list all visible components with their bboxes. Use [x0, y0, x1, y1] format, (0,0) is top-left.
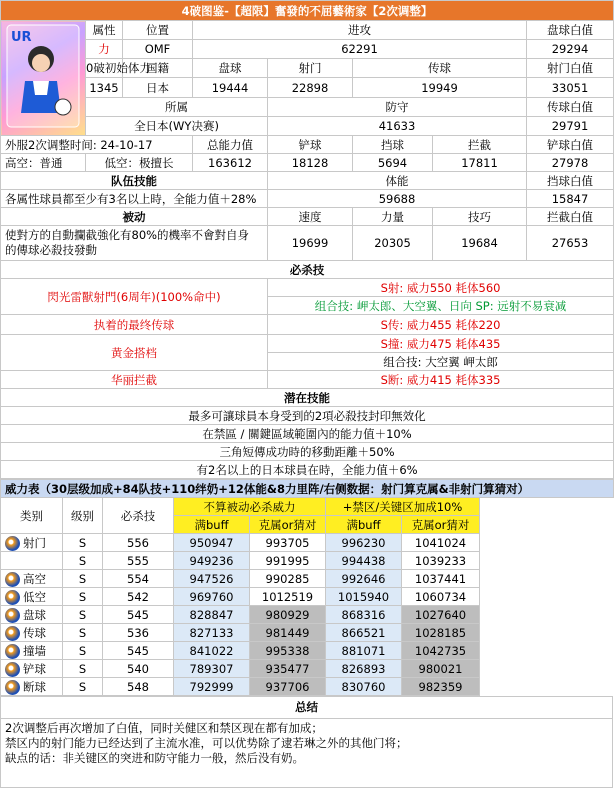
cell-text: 981449: [265, 625, 310, 640]
cell-text: 969760: [189, 589, 234, 604]
cell-v1: [174, 624, 250, 642]
block-white-value: 15847: [527, 190, 614, 208]
cell-text: 545: [127, 607, 149, 622]
sub-full-buff: 满buff: [174, 516, 250, 534]
cell-type: [1, 642, 63, 660]
tackle-label: 铲球: [268, 136, 353, 154]
latent-label: 潜在技能: [1, 389, 614, 407]
table-row: [1, 552, 614, 570]
passive-text: 使對方的自動攔截強化有80%的機率不會對自身 的傳球必殺技發動: [1, 226, 268, 261]
cell-text: 传球: [23, 625, 46, 640]
ball-icon: [5, 680, 20, 695]
cell-text: S: [78, 661, 87, 676]
cell-v3: [326, 660, 402, 678]
cell-text: 830760: [341, 679, 386, 694]
attack-label: 进攻: [193, 21, 527, 40]
cell-skill: [103, 678, 174, 696]
cell-level: [63, 660, 103, 678]
special-combo: 组合技: 岬太郎、大空翼、日向 SP: 远射不易衰减: [268, 297, 614, 315]
cell-v3: [326, 624, 402, 642]
ball-icon: [5, 662, 20, 677]
cell-text: 540: [127, 661, 149, 676]
cell-v1: [174, 588, 250, 606]
shoot-value: 22898: [268, 78, 353, 97]
spacer: [480, 570, 614, 588]
table-row: [1, 534, 614, 552]
summary-label: 总结: [1, 697, 613, 719]
summary-text: [1, 719, 613, 788]
high-ball: 高空：普通: [1, 154, 86, 172]
power-label: 力量: [353, 208, 433, 226]
cell-text: 982359: [418, 679, 463, 694]
spacer: [480, 642, 614, 660]
defense-label: 防守: [268, 97, 527, 116]
cell-v2: [250, 552, 326, 570]
col-level: 级别: [63, 498, 103, 534]
cell-skill: [103, 660, 174, 678]
intercept-white-label: 拦截白值: [527, 208, 614, 226]
player-portrait-icon: [1, 21, 86, 136]
special-name: 执着的最终传球: [1, 315, 268, 335]
cell-text: 1042735: [414, 643, 467, 658]
cell-v4: [402, 606, 480, 624]
cell-text: 868316: [341, 607, 386, 622]
cell-text: 1039233: [414, 553, 467, 568]
ball-icon: [5, 572, 20, 587]
cell-text: S: [78, 643, 87, 658]
cell-v3: [326, 642, 402, 660]
cell-level: [63, 588, 103, 606]
cell-type: [1, 678, 63, 696]
cell-v1: [174, 660, 250, 678]
shoot-white-value: 33051: [527, 78, 614, 97]
table-row: [1, 606, 614, 624]
table-row: [1, 660, 614, 678]
summary-line: 2次调整后再次增加了白值，同时关健区和禁区现在都有加成；: [5, 721, 323, 735]
special-combo: 组合技: 大空翼 岬太郎: [268, 353, 614, 371]
cell-type: [1, 624, 63, 642]
cell-text: 铲球: [23, 661, 46, 676]
cell-text: 980929: [265, 607, 310, 622]
cell-v2: [250, 588, 326, 606]
tackle-white-value: 27978: [527, 154, 614, 172]
shoot-white-label: 射门白值: [527, 59, 614, 78]
cell-text: 947526: [189, 571, 234, 586]
cell-text: S: [78, 571, 87, 586]
cell-v2: [250, 606, 326, 624]
cell-v1: [174, 534, 250, 552]
cell-v3: [326, 606, 402, 624]
stamina-value: 1345: [86, 78, 123, 97]
release-date: 外服2次调整时间: 24-10-17: [1, 136, 193, 154]
sub-guess: 克属or猜对: [402, 516, 480, 534]
cell-text: 992646: [341, 571, 386, 586]
total-label: 总能力值: [193, 136, 268, 154]
cell-v3: [326, 570, 402, 588]
special-name: 华丽拦截: [1, 371, 268, 389]
cell-skill: [103, 588, 174, 606]
cell-text: 1041024: [414, 535, 467, 550]
cell-text: 536: [127, 625, 149, 640]
cell-v4: [402, 588, 480, 606]
dribble-label: 盘球: [193, 59, 268, 78]
cell-v1: [174, 570, 250, 588]
attr-value: 力: [86, 40, 123, 59]
cell-v4: [402, 534, 480, 552]
spacer: [480, 624, 614, 642]
special-label: 必杀技: [1, 261, 614, 279]
attack-value: 62291: [193, 40, 527, 59]
ball-icon: [5, 608, 20, 623]
cell-text: 548: [127, 679, 149, 694]
cell-type: [1, 552, 63, 570]
cell-skill: [103, 552, 174, 570]
summary: [0, 696, 613, 788]
cell-text: 866521: [341, 625, 386, 640]
cell-v2: [250, 660, 326, 678]
cell-level: [63, 534, 103, 552]
hp-value: 59688: [268, 190, 527, 208]
cell-text: 1012519: [261, 589, 314, 604]
pass-white-label: 传球白值: [527, 97, 614, 116]
power-value: 20305: [353, 226, 433, 261]
table-row: [1, 570, 614, 588]
hp-label: 体能: [268, 172, 527, 190]
ball-icon: [5, 536, 20, 551]
cell-text: 556: [127, 535, 149, 550]
cell-level: [63, 678, 103, 696]
cell-v4: [402, 678, 480, 696]
power-rows: [1, 534, 614, 696]
position-value: OMF: [123, 40, 193, 59]
cell-skill: [103, 606, 174, 624]
tackle-white-label: 铲球白值: [527, 136, 614, 154]
cell-text: 792999: [189, 679, 234, 694]
cell-text: S: [78, 535, 87, 550]
cell-text: 937706: [265, 679, 310, 694]
col-skill: 必杀技: [103, 498, 174, 534]
cell-level: [63, 606, 103, 624]
cell-v1: [174, 606, 250, 624]
team-label: 所属: [86, 97, 268, 116]
cell-text: 827133: [189, 625, 234, 640]
speed-label: 速度: [268, 208, 353, 226]
cell-text: 980021: [418, 661, 463, 676]
intercept-white-value: 27653: [527, 226, 614, 261]
pass-label: 传球: [353, 59, 527, 78]
cell-text: 950947: [189, 535, 234, 550]
cell-v2: [250, 624, 326, 642]
cell-type: [1, 570, 63, 588]
speed-value: 19699: [268, 226, 353, 261]
cell-text: 996230: [341, 535, 386, 550]
cell-text: 935477: [265, 661, 310, 676]
cell-text: 554: [127, 571, 149, 586]
cell-type: [1, 660, 63, 678]
spacer: [480, 678, 614, 696]
cell-v3: [326, 678, 402, 696]
ball-icon: [5, 590, 20, 605]
player-art: [3, 21, 83, 131]
cell-text: 994438: [341, 553, 386, 568]
cell-text: 盘球: [23, 607, 46, 622]
cell-skill: [103, 642, 174, 660]
cell-text: 995338: [265, 643, 310, 658]
latent-line: 三角短傳成功時的移動距離＋50%: [1, 443, 614, 461]
cell-text: S: [78, 553, 87, 568]
sub-guess: 克属or猜对: [250, 516, 326, 534]
dribble-value: 19444: [193, 78, 268, 97]
power-table: [0, 479, 614, 696]
cell-text: 949236: [189, 553, 234, 568]
skill-value: 19684: [433, 226, 527, 261]
cell-v2: [250, 678, 326, 696]
spacer: [480, 534, 614, 552]
cell-text: 828847: [189, 607, 234, 622]
cell-text: 断球: [23, 679, 46, 694]
total-value: 163612: [193, 154, 268, 172]
team-skill-text: 各属性球員都至少有3名以上時，全能力值＋28%: [1, 190, 268, 208]
sub-full-buff: 满buff: [326, 516, 402, 534]
cell-text: 1027640: [414, 607, 467, 622]
table-row: [1, 624, 614, 642]
cell-v2: [250, 534, 326, 552]
cell-text: 低空: [23, 589, 46, 604]
intercept-label: 拦截: [433, 136, 527, 154]
latent-line: 最多可讓球員本身受到的2項必殺技封印無效化: [1, 407, 614, 425]
passive-label: 被动: [1, 208, 268, 226]
low-ball: 低空：极擅长: [86, 154, 193, 172]
skill-label: 技巧: [433, 208, 527, 226]
stamina-label: 0破初始体力: [86, 59, 123, 78]
table-row: [1, 588, 614, 606]
block-white-label: 挡球白值: [527, 172, 614, 190]
cell-type: [1, 606, 63, 624]
page-title: 4破图鉴-【超限】奮發的不屈藝術家【2次调整】: [1, 1, 614, 21]
cell-skill: [103, 534, 174, 552]
cell-v1: [174, 678, 250, 696]
cell-v4: [402, 642, 480, 660]
cell-text: 高空: [23, 571, 46, 586]
latent-line: 在禁區 / 關鍵區域範圍內的能力值＋10%: [1, 425, 614, 443]
attr-label: 属性: [86, 21, 123, 40]
cell-text: 545: [127, 643, 149, 658]
cell-text: 991995: [265, 553, 310, 568]
cell-text: 1015940: [337, 589, 390, 604]
table-row: [1, 642, 614, 660]
spacer: [480, 588, 614, 606]
position-label: 位置: [123, 21, 193, 40]
group-no-passive: 不算被动必杀威力: [174, 498, 326, 516]
cell-v4: [402, 552, 480, 570]
ball-icon: [5, 626, 20, 641]
cell-v1: [174, 642, 250, 660]
cell-v2: [250, 642, 326, 660]
cell-text: 1037441: [414, 571, 467, 586]
block-label: 挡球: [353, 136, 433, 154]
cell-level: [63, 624, 103, 642]
latent-line: 有2名以上的日本球員在時，全能力值＋6%: [1, 461, 614, 479]
cell-skill: [103, 570, 174, 588]
dribble-white-label: 盘球白值: [527, 21, 614, 40]
cell-text: 841022: [189, 643, 234, 658]
cell-level: [63, 570, 103, 588]
power-header: 威力表（30层级加成+84队技+110绊奶+12体能&8力里阵/右侧数据：射门算克属&非射门算猜对）: [1, 480, 614, 498]
shoot-label: 射门: [268, 59, 353, 78]
cell-v4: [402, 660, 480, 678]
cell-text: 撞墙: [23, 643, 46, 658]
cell-level: [63, 552, 103, 570]
cell-type: [1, 588, 63, 606]
defense-value: 41633: [268, 116, 527, 135]
cell-level: [63, 642, 103, 660]
cell-v3: [326, 534, 402, 552]
cell-text: 881071: [341, 643, 386, 658]
nation-label: 国籍: [123, 59, 193, 78]
ball-icon: [5, 644, 20, 659]
spacer: [480, 552, 614, 570]
rarity-badge: UR: [11, 30, 32, 45]
cell-text: 555: [127, 553, 149, 568]
group-zone-bonus: +禁区/关键区加成10%: [326, 498, 480, 516]
cell-v4: [402, 570, 480, 588]
team-skill-label: 队伍技能: [1, 172, 268, 190]
cell-v4: [402, 624, 480, 642]
special-name: 閃光雷獸射門(6周年)(100%命中): [1, 279, 268, 315]
cell-text: 826893: [341, 661, 386, 676]
cell-text: S: [78, 607, 87, 622]
spacer: [480, 660, 614, 678]
summary-line: 禁区内的射门能力已经达到了主流水准，可以优势除了逮若琳之外的其他门将；: [5, 736, 408, 750]
cell-text: 射门: [23, 535, 46, 550]
spacer: [480, 606, 614, 624]
table-row: [1, 678, 614, 696]
team-value: 全日本(WY决赛): [86, 116, 268, 135]
dribble-white-value: 29294: [527, 40, 614, 59]
pass-value: 19949: [353, 78, 527, 97]
special-stats: S传: 威力455 耗体220: [268, 315, 614, 335]
special-stats: S断: 威力415 耗体335: [268, 371, 614, 389]
summary-line: 缺点的话：非关键区的突进和防守能力一般，然后没有奶。: [5, 751, 304, 765]
cell-text: 1028185: [414, 625, 467, 640]
tackle-value: 18128: [268, 154, 353, 172]
cell-text: S: [78, 589, 87, 604]
cell-text: 542: [127, 589, 149, 604]
cell-v3: [326, 552, 402, 570]
cell-text: S: [78, 625, 87, 640]
cell-v3: [326, 588, 402, 606]
intercept-value: 17811: [433, 154, 527, 172]
cell-skill: [103, 624, 174, 642]
cell-text: 1060734: [414, 589, 467, 604]
cell-text: 993705: [265, 535, 310, 550]
special-stats: S射: 威力550 耗体560: [268, 279, 614, 297]
cell-text: 990285: [265, 571, 310, 586]
special-name: 黄金搭档: [1, 335, 268, 371]
special-stats: S撞: 威力475 耗体435: [268, 335, 614, 353]
cell-v2: [250, 570, 326, 588]
cell-v1: [174, 552, 250, 570]
block-value: 5694: [353, 154, 433, 172]
cell-type: [1, 534, 63, 552]
cell-text: 789307: [189, 661, 234, 676]
nation-value: 日本: [123, 78, 193, 97]
pass-white-value: 29791: [527, 116, 614, 135]
cell-text: S: [78, 679, 87, 694]
col-type: 类别: [1, 498, 63, 534]
